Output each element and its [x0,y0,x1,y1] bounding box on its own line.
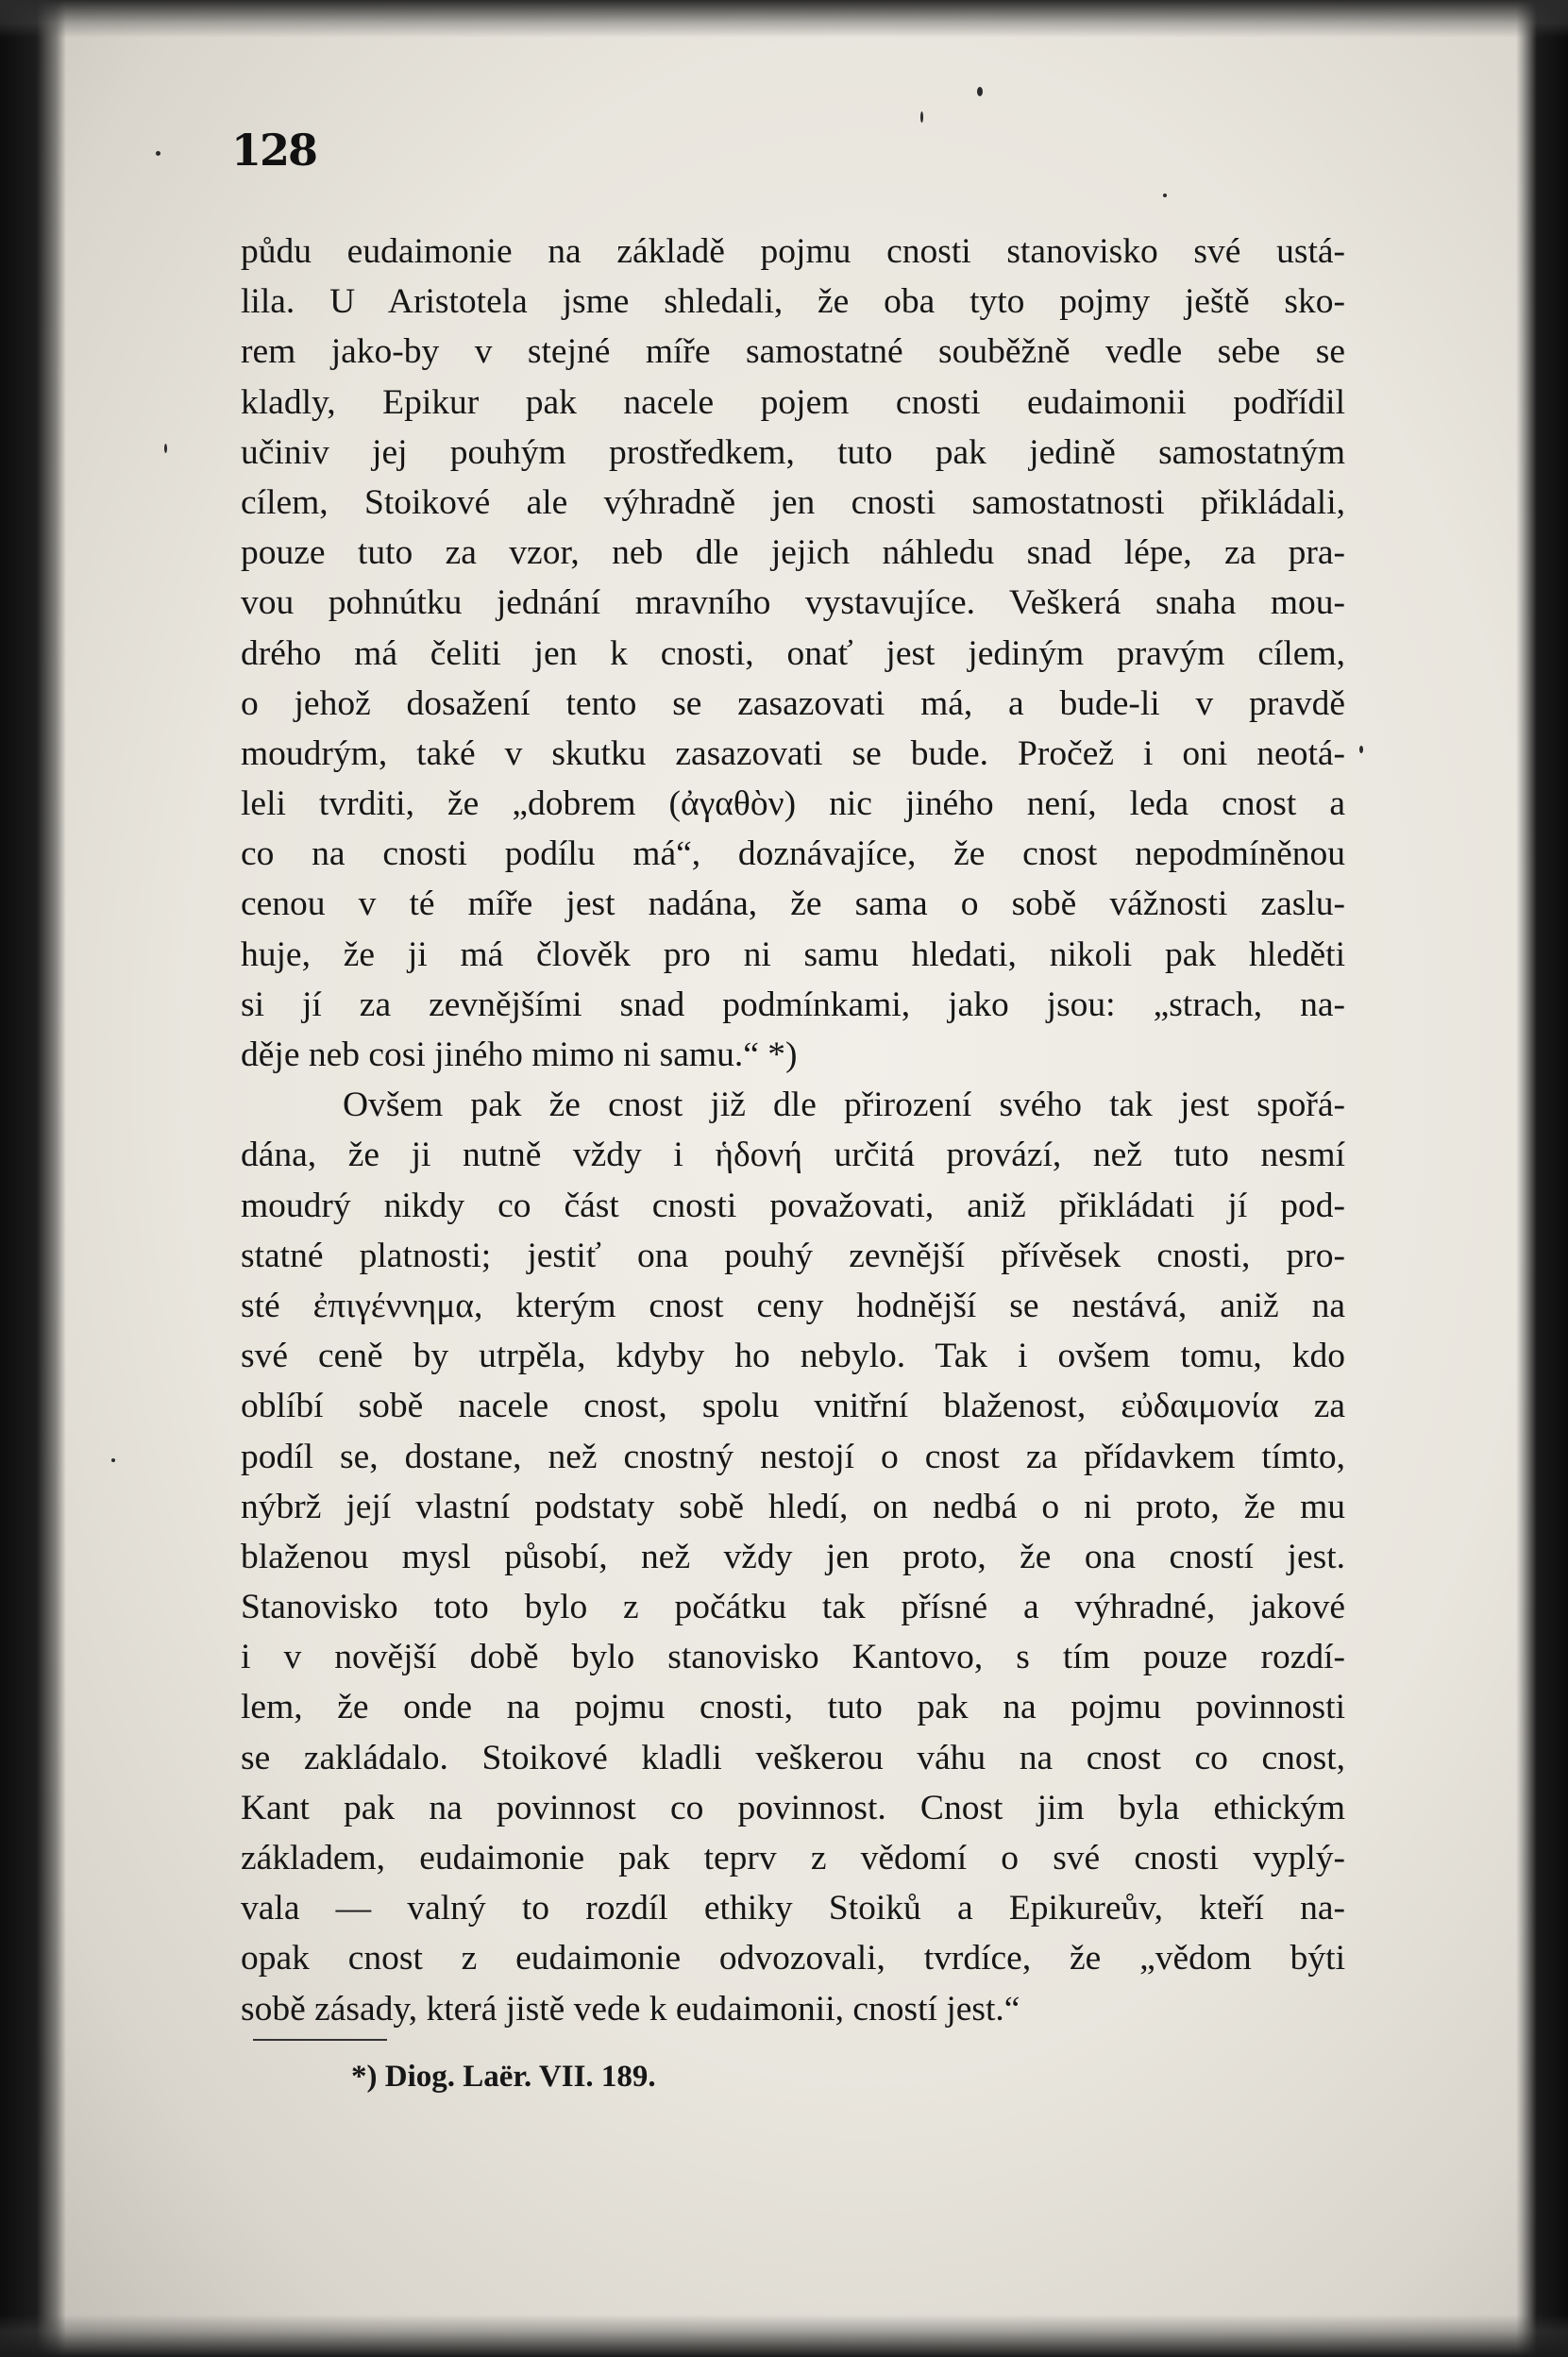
scan-border-top [0,0,1568,38]
text-line: své ceně by utrpěla, kdyby ho nebylo. Tak i ovšem tomu, kdo [241,1337,1345,1376]
scan-speck [920,111,923,123]
text-line: základem, eudaimonie pak teprv z vědomí o své cnosti vyplý- [241,1839,1345,1877]
scan-speck [164,444,167,453]
text-line: cílem, Stoikové ale výhradně jen cnosti samostatnosti přikládali, [241,482,1345,522]
text-line: statné platnosti; jestiť ona pouhý zevnější přívěsek cnosti, pro- [241,1236,1345,1275]
text-line: opak cnost z eudaimonie odvozovali, tvrdíce, že „vědom býti [241,1939,1345,1978]
scan-speck [1163,194,1167,197]
text-line: pouze tuto za vzor, neb dle jejich náhledu snad lépe, za pra- [241,533,1345,573]
text-line: moudrý nikdy co část cnosti považovati, aniž přikládati jí pod- [241,1186,1345,1225]
scan-border-right [1516,0,1568,2357]
text-line: sobě zásady, která jistě vede k eudaimonii, cností jest.“ [241,1989,1020,2029]
text-line: huje, že ji má člověk pro ni samu hledati, nikoli pak hleděti [241,934,1345,974]
text-line: Ovšem pak že cnost již dle přirození svého tak jest spořá- [343,1086,1345,1125]
scan-speck [977,87,983,96]
text-line: dána, že ji nutně vždy i ἡδονή určitá provází, než tuto nesmí [241,1136,1345,1175]
body-text [241,227,1345,2034]
text-line: kladly, Epikur pak nacele pojem cnosti eudaimonii podřídil [241,382,1345,422]
scan-speck [111,1458,115,1462]
scan-border-left [0,0,66,2357]
text-line: podíl se, dostane, než cnostný nestojí o cnost za přídavkem tímto, [241,1437,1345,1476]
scan-speck [156,151,160,156]
footnote-rule [253,2039,387,2041]
text-line: nýbrž její vlastní podstaty sobě hledí, on nedbá o ni proto, že mu [241,1487,1345,1526]
text-line: o jehož dosažení tento se zasazovati má, a bude-li v pravdě [241,683,1345,723]
text-line: moudrým, také v skutku zasazovati se bude. Pročež i oni neotá- [241,733,1345,773]
text-line: i v novější době bylo stanovisko Kantovo, s tím pouze rozdí- [241,1638,1345,1677]
text-line: Kant pak na povinnost co povinnost. Cnost jim byla ethickým [241,1788,1345,1827]
text-line: učiniv jej pouhým prostředkem, tuto pak jedině samostatným [241,432,1345,472]
text-line: vala — valný to rozdíl ethiky Stoiků a Epikureův, kteří na- [241,1889,1345,1928]
text-line: Stanovisko toto bylo z počátku tak přísné a výhradné, jakové [241,1588,1345,1627]
text-line: lila. U Aristotela jsme shledali, že oba tyto pojmy ještě sko- [241,282,1345,322]
text-line: oblíbí sobě nacele cnost, spolu vnitřní blaženost, εὐδαιμονία za [241,1387,1345,1426]
text-line: děje neb cosi jiného mimo ni samu.“ *) [241,1035,798,1074]
text-line: vou pohnútku jednání mravního vystavujíce. Veškerá snaha mou- [241,583,1345,623]
scan-border-bottom [0,2315,1568,2357]
text-line: leli tvrditi, že „dobrem (ἀγαθὸν) nic jiného není, leda cnost a [241,784,1345,824]
text-line: co na cnosti podílu má“, doznávajíce, že cnost nepodmíněnou [241,834,1345,874]
text-line: sté ἐπιγέννημα, kterým cnost ceny hodnější se nestává, aniž na [241,1286,1345,1325]
text-line: si jí za zevnějšími snad podmínkami, jako jsou: „strach, na- [241,985,1345,1024]
text-line: půdu eudaimonie na základě pojmu cnosti stanovisko své ustá- [241,232,1345,271]
text-line: lem, že onde na pojmu cnosti, tuto pak na pojmu povinnosti [241,1688,1345,1727]
text-line: se zakládalo. Stoikové kladli veškerou váhu na cnost co cnost, [241,1738,1345,1777]
text-line: rem jako-by v stejné míře samostatné souběžně vedle sebe se [241,332,1345,372]
page-number: 128 [231,125,317,176]
text-line: drého má čeliti jen k cnosti, onať jest jediným pravým cílem, [241,633,1345,673]
text-line: cenou v té míře jest nadána, že sama o sobě vážnosti zaslu- [241,884,1345,924]
footnote: *) Diog. Laër. VII. 189. [351,2060,656,2094]
text-line: blaženou mysl působí, než vždy jen proto, že ona cností jest. [241,1537,1345,1576]
scan-speck [1359,746,1363,753]
